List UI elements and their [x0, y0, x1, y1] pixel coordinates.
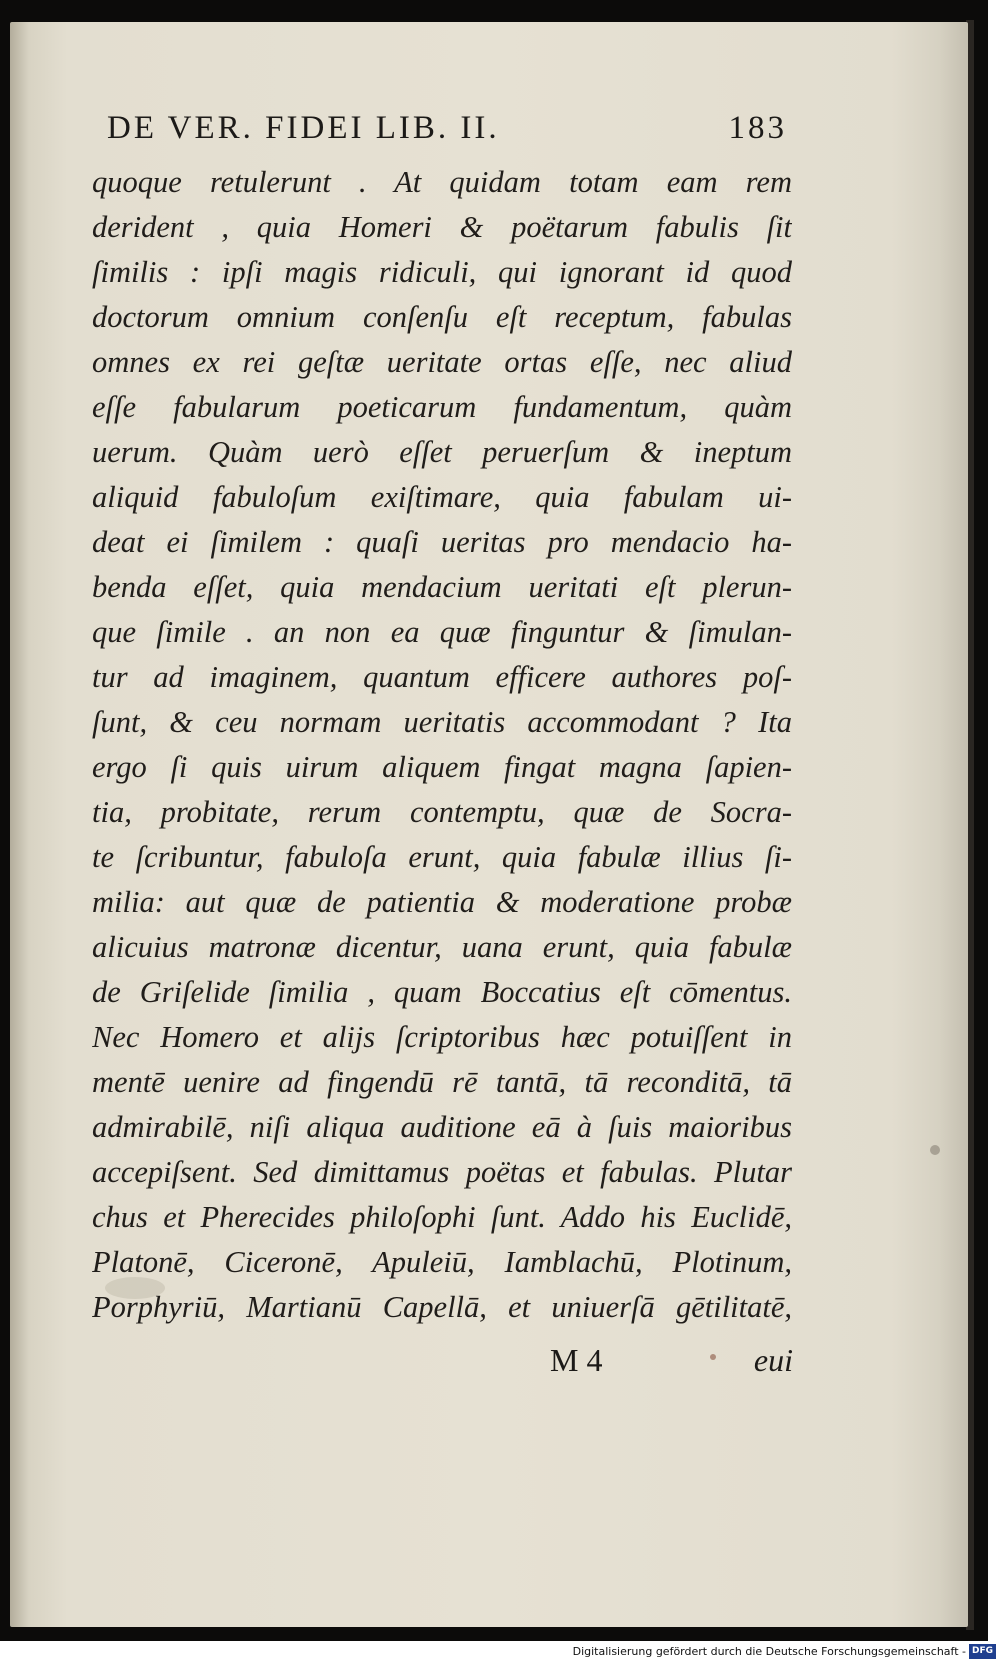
text-line: tur ad imaginem, quantum efficere authores poſ-: [92, 660, 792, 694]
digitization-credit: [573, 1643, 996, 1659]
text-line: eſſe fabularum poeticarum fundamentum, quàm: [92, 390, 792, 424]
text-line: accepiſsent. Sed dimittamus poëtas et fabulas. Plutar: [92, 1155, 792, 1189]
text-line: mentē uenire ad fingendū rē tantā, tā reconditā, tā: [92, 1065, 792, 1099]
paper-stain: [930, 1145, 940, 1155]
dfg-logo: DFG: [969, 1644, 996, 1659]
text-line: ergo ſi quis uirum aliquem fingat magna ſapien-: [92, 750, 792, 784]
text-line: milia: aut quæ de patientia & moderatione probæ: [92, 885, 792, 919]
text-line: ſunt, & ceu normam ueritatis accommodant ? Ita: [92, 705, 792, 739]
text-line: Porphyriū, Martianū Capellā, et uniuerſā gētilitatē,: [92, 1290, 792, 1324]
text-line: benda eſſet, quia mendacium ueritati eſt plerun-: [92, 570, 792, 604]
text-line: de Griſelide ſimilia , quam Boccatius eſt cōmentus.: [92, 975, 792, 1009]
text-line: doctorum omnium conſenſu eſt receptum, fabulas: [92, 300, 792, 334]
running-head: [107, 110, 787, 150]
catchword: eui: [753, 1342, 793, 1378]
text-line: quoque retulerunt . At quidam totam eam rem: [92, 165, 792, 199]
body-text: [92, 160, 792, 1330]
text-line: Platonē, Ciceronē, Apuleiū, Iamblachū, Plotinum,: [92, 1245, 792, 1279]
text-line: que ſimile . an non ea quæ finguntur & ſimulan-: [92, 615, 792, 649]
text-line: derident , quia Homeri & poëtarum fabulis ſit: [92, 210, 792, 244]
page-number: 183: [728, 110, 787, 146]
credit-text: Digitalisierung gefördert durch die Deutsche Forschungsgemeinschaft -: [572, 1644, 966, 1658]
text-line: deat ei ſimilem : quaſi ueritas pro mendacio ha-: [92, 525, 792, 559]
catchline: [550, 1342, 793, 1382]
text-line: aliquid fabuloſum exiſtimare, quia fabulam ui-: [92, 480, 792, 514]
text-line: chus et Pherecides philoſophi ſunt. Addo his Euclidē,: [92, 1200, 792, 1234]
text-line: Nec Homero et alijs ſcriptoribus hæc potuiſſent in: [92, 1020, 792, 1054]
signature-mark: M 4: [550, 1342, 603, 1378]
text-line: uerum. Quàm uerò eſſet peruerſum & ineptum: [92, 435, 792, 469]
text-line: ſimilis : ipſi magis ridiculi, qui ignorant id quod: [92, 255, 792, 289]
text-line: admirabilē, niſi aliqua auditione eā à ſuis maioribus: [92, 1110, 792, 1144]
text-line: omnes ex rei geſtæ ueritate ortas eſſe, nec aliud: [92, 345, 792, 379]
text-line: te ſcribuntur, fabuloſa erunt, quia fabulæ illius ſi-: [92, 840, 792, 874]
text-line: alicuius matronæ dicentur, uana erunt, quia fabulæ: [92, 930, 792, 964]
text-line: tia, probitate, rerum contemptu, quæ de Socra-: [92, 795, 792, 829]
running-head-title: DE VER. FIDEI LIB. II.: [107, 110, 500, 146]
